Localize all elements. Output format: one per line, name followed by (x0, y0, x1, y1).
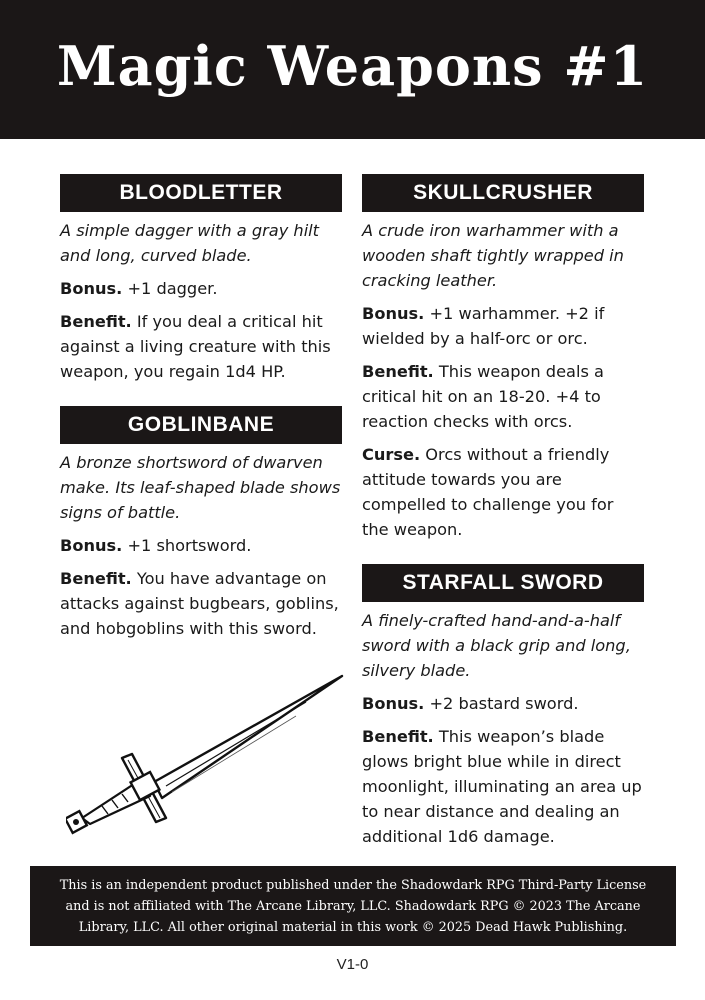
item-name: BLOODLETTER (60, 174, 342, 212)
sword-icon (66, 672, 346, 840)
entry-text: +1 dagger. (122, 279, 218, 298)
entry-text: This weapon’s blade glows bright blue while in direct moonlight, illuminating an area up to near distance and dealing an additional 1d6 damage. (362, 727, 642, 846)
license-line: Library, LLC. All other original material in this work © 2025 Dead Hawk Publishing. (78, 919, 628, 935)
item-description: A bronze shortsword of dwarven make. Its leaf-shaped blade shows signs of battle. (60, 453, 341, 522)
entry-text: You have advantage on attacks against bugbears, goblins, and hobgoblins with this sword. (60, 569, 339, 638)
left-column (60, 174, 342, 663)
license-text (60, 875, 646, 938)
item-description: A finely-crafted hand-and-a-half sword with a black grip and long, silvery blade. (362, 611, 631, 680)
item-benefit (362, 359, 644, 434)
entry-label: Bonus. (60, 536, 123, 555)
item-curse (362, 442, 644, 542)
item-name: GOBLINBANE (60, 406, 342, 444)
item-bonus (60, 276, 342, 301)
entry-label: Benefit. (362, 727, 434, 746)
entry-label: Benefit. (60, 312, 132, 331)
right-column (362, 174, 644, 871)
item-starfall-sword (362, 564, 644, 849)
entry-label: Curse. (362, 445, 421, 464)
item-benefit (60, 309, 342, 384)
entry-label: Bonus. (362, 304, 425, 323)
item-description: A simple dagger with a gray hilt and long, curved blade. (60, 221, 320, 265)
item-skullcrusher (362, 174, 644, 542)
item-bonus (362, 301, 644, 351)
item-goblinbane (60, 406, 342, 641)
sword-fuller (166, 702, 306, 786)
entry-text: This weapon deals a critical hit on an 18-20. +4 to reaction checks with orcs. (362, 362, 604, 431)
license-footer (30, 866, 676, 946)
page-title: Magic Weapons #1 (56, 33, 649, 98)
license-line: This is an independent product published under the Shadowdark RPG Third-Party License (59, 877, 647, 893)
entry-text: +1 warhammer. +2 if wielded by a half-orc or orc. (362, 304, 605, 348)
entry-label: Bonus. (60, 279, 123, 298)
item-bonus (60, 533, 342, 558)
entry-text: +2 bastard sword. (424, 694, 579, 713)
item-bonus (362, 691, 644, 716)
sword-blade-shade (172, 716, 296, 792)
item-bloodletter (60, 174, 342, 384)
title-banner (0, 0, 705, 139)
entry-text: Orcs without a friendly attitude towards you are compelled to challenge you for the weapon. (362, 445, 614, 539)
entry-label: Benefit. (60, 569, 132, 588)
entry-label: Benefit. (362, 362, 434, 381)
item-benefit (60, 566, 342, 641)
entry-text: +1 shortsword. (122, 536, 252, 555)
item-description: A crude iron warhammer with a wooden shaft tightly wrapped in cracking leather. (362, 221, 624, 290)
item-benefit (362, 724, 644, 849)
item-name: SKULLCRUSHER (362, 174, 644, 212)
license-line: and is not affiliated with The Arcane Library, LLC. Shadowdark RPG © 2023 The Arcane (65, 898, 641, 914)
item-name: STARFALL SWORD (362, 564, 644, 602)
version-label: V1-0 (336, 956, 369, 973)
entry-label: Bonus. (362, 694, 425, 713)
entry-text: If you deal a critical hit against a living creature with this weapon, you regain 1d4 HP. (60, 312, 331, 381)
sword-pommel-gem (73, 819, 79, 825)
